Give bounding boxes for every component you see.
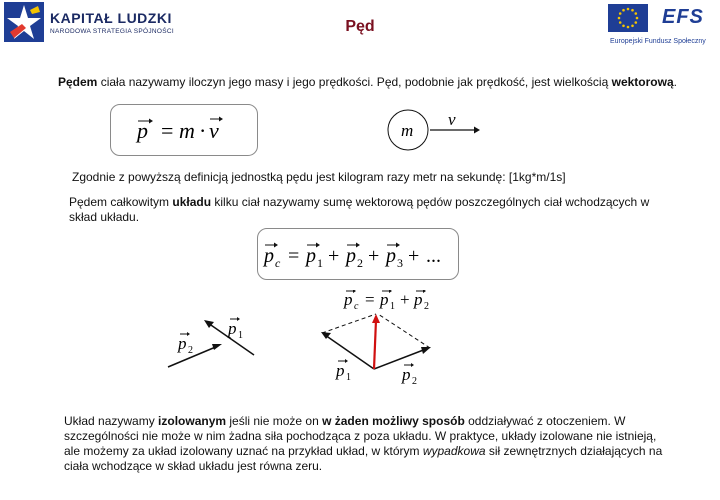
right-p1-label: p: [336, 361, 345, 380]
eq-pc: p: [344, 290, 353, 309]
moving-mass-diagram: [384, 106, 494, 156]
formula2-p-c: p: [264, 245, 274, 267]
logo-left-title: KAPITAŁ LUDZKI: [50, 10, 172, 26]
formula2-sub-2: 2: [357, 256, 363, 270]
formula1-v: v: [209, 118, 219, 143]
eu-logo-group: [606, 2, 716, 50]
left-p2-label: p: [178, 334, 187, 353]
intro-text-1: ciała nazywamy iloczyn jego masy i jego prędkości. Pęd, podobnie jak prędkość, jest wielkością: [97, 75, 612, 89]
total-momentum-formula-box: [257, 228, 459, 280]
formula1-p: p: [137, 118, 148, 143]
formula2-plus-2: +: [368, 245, 380, 267]
intro-bold-term: Pędem: [58, 75, 98, 89]
formula2-plus-1: +: [328, 245, 340, 267]
isolated-text-2: jeśli nie może on: [226, 414, 323, 428]
eq-p2-sub: 2: [424, 301, 429, 312]
isolated-text-1: Układ nazywamy: [64, 414, 159, 428]
formula2-p-2: p: [346, 245, 356, 267]
right-p2-sub: 2: [412, 376, 417, 387]
formula2-p-3: p: [386, 245, 396, 267]
total-text-2: kilku ciał nazywamy sumę wektorową pędów poszczególnych ciał wchodzących w skład układu.: [69, 195, 650, 224]
left-p1-sub: 1: [238, 330, 243, 341]
unit-note: Zgodnie z powyższą definicją jednostką pędu jest kilogram razy metr na sekundę: [1kg*m/1s]: [72, 170, 566, 184]
formula1-equals: =: [161, 118, 174, 143]
total-momentum-paragraph: [69, 195, 669, 225]
total-momentum-formula: [258, 229, 458, 279]
momentum-formula: [111, 105, 257, 155]
eq-p1-sub: 1: [390, 301, 395, 312]
ball-velocity-label: v: [448, 110, 456, 129]
total-text-1: Pędem całkowitym: [69, 195, 173, 209]
formula2-ellipsis: ...: [426, 245, 441, 267]
isolated-bold-phrase: w żaden możliwy sposób: [322, 414, 465, 428]
efs-logo-text: EFS: [662, 6, 704, 28]
left-p1-label: p: [228, 319, 237, 338]
formula2-p-1: p: [306, 245, 316, 267]
formula2-sub-1: 1: [317, 256, 323, 270]
ball-mass-label: m: [401, 121, 414, 140]
formula2-equals: =: [288, 245, 300, 267]
formula2-sub-3: 3: [397, 256, 403, 270]
isolated-italic-resultant: wypadkowa: [422, 444, 486, 458]
formula1-m: m: [179, 118, 195, 143]
right-p1-sub: 1: [346, 372, 351, 383]
intro-text-2: .: [673, 75, 677, 89]
eq-p2: p: [414, 290, 423, 309]
logo-left-subtitle: NARODOWA STRATEGIA SPÓJNOŚCI: [50, 28, 174, 35]
isolated-system-paragraph: [64, 414, 674, 474]
eq-equals: =: [365, 290, 375, 309]
parallelogram-sum: [321, 314, 431, 387]
isolated-text-3: oddziaływać z otoczeniem. W szczególności nie może w nim żadna siła pochodząca z poza układu. W praktyce, układy izolowane nie istnieją, ale możemy za układ izolowany uznać na przykład układ, w którym: [64, 414, 657, 458]
eq-plus: +: [400, 290, 410, 309]
intro-bold-vector: wektorową: [611, 75, 674, 89]
eq-p1: p: [380, 290, 389, 309]
formula2-plus-3: +: [408, 245, 420, 267]
isolated-bold-term: izolowanym: [158, 414, 227, 428]
total-bold-system: układu: [172, 195, 212, 209]
intro-paragraph: [58, 75, 698, 90]
formula1-dot: ·: [199, 118, 207, 143]
page-title: Pęd: [345, 18, 375, 35]
vector-addition-diagram: [160, 290, 480, 400]
eu-flag-icon: [608, 4, 648, 32]
separate-vectors: [168, 317, 254, 367]
efs-caption: Europejski Fundusz Społeczny: [610, 38, 706, 45]
formula2-sub-c: c: [275, 256, 281, 270]
left-p2-sub: 2: [188, 345, 193, 356]
eq-pc-sub: c: [354, 301, 359, 312]
parallelogram-equation: [343, 290, 429, 312]
right-p2-label: p: [402, 365, 411, 384]
momentum-formula-box: [110, 104, 258, 156]
isolated-text-4: sił zewnętrznych działających na ciała wchodzące w skład układu jest równa zeru.: [64, 444, 663, 473]
